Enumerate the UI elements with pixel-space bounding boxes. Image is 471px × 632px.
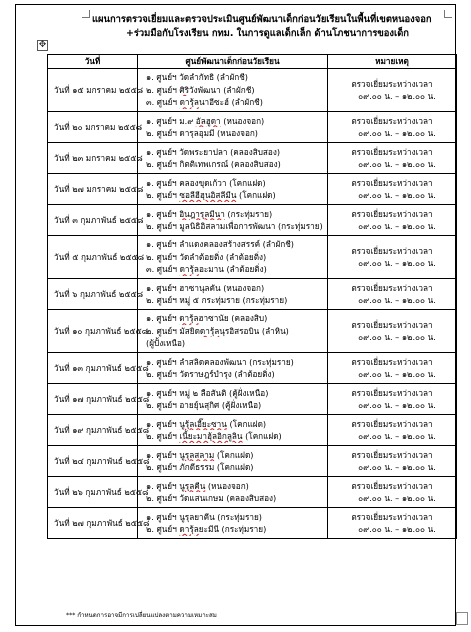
center-item: (ผู้ปั้งเหนือ): [146, 338, 186, 349]
row-centers: [138, 477, 328, 508]
spellcheck-underline: นูรุ้ลเอี๊ยะซาน: [179, 418, 227, 429]
row-date: วันที่ ๒๐ มกราคม ๒๕๕๘: [48, 112, 138, 143]
table-row: [48, 279, 457, 310]
row-date: วันที่ ๒๓ มกราคม ๒๕๕๘: [48, 143, 138, 174]
row-note: [328, 353, 457, 384]
row-centers: [138, 143, 328, 174]
note-visit-label: ตรวจเยี่ยมระหว่างเวลา: [351, 319, 433, 330]
note-visit-label: ตรวจเยี่ยมระหว่างเวลา: [351, 356, 433, 367]
spellcheck-underline: ดารุ้ล: [199, 325, 220, 336]
table-row: [48, 205, 457, 236]
spellcheck-underline: ดารุ้ล: [179, 97, 199, 108]
row-date: วันที่ ๖ กุมภาพันธ์ ๒๕๕๘: [48, 279, 138, 310]
table-row: [48, 174, 457, 205]
note-visit-time: ๐๙.๐๐ น. – ๑๒.๐๐ น.: [358, 462, 436, 472]
center-item: ๒. ศูนย์ฯ วัดลำต้อยติ่ง (ลำต้อยติ่ง): [146, 251, 267, 262]
row-centers: [138, 353, 328, 384]
note-visit-time: ๐๙.๐๐ น. – ๑๒.๐๐ น.: [358, 258, 436, 268]
center-item: ๑. ศูนย์ฯ นูรุลยาคีน (กระทุ่มราย): [146, 511, 263, 522]
table-row: [48, 477, 457, 508]
schedule-table: [47, 54, 457, 539]
note-visit-label: ตรวจเยี่ยมระหว่างเวลา: [351, 418, 433, 429]
row-centers: [138, 279, 328, 310]
row-note: [328, 446, 457, 477]
note-visit-time: ๐๙.๐๐ น. – ๑๒.๐๐ น.: [358, 190, 436, 200]
note-visit-time: ๐๙.๐๐ น. – ๑๒.๐๐ น.: [358, 221, 436, 231]
note-visit-time: ๐๙.๐๐ น. – ๑๒.๐๐ น.: [358, 524, 436, 534]
row-date: วันที่ ๒๔ กุมภาพันธ์ ๒๕๕๘: [48, 446, 138, 477]
center-item: ๑. ศูนย์ฯ อินฎารุลมีนา (กระทุ่มราย): [146, 208, 273, 219]
note-visit-label: ตรวจเยี่ยมระหว่างเวลา: [351, 208, 433, 219]
note-visit-label: ตรวจเยี่ยมระหว่างเวลา: [351, 115, 433, 126]
spellcheck-underline: นูรุลคีน: [179, 480, 206, 491]
row-date: วันที่ ๑๗ กุมภาพันธ์ ๒๕๕๘: [48, 384, 138, 415]
spellcheck-underline: อัลฮูดา: [195, 115, 221, 126]
row-date: วันที่ ๑๕ มกราคม ๒๕๕๘: [48, 69, 138, 112]
row-note: [328, 477, 457, 508]
note-visit-time: ๐๙.๐๐ น. – ๑๒.๐๐ น.: [358, 369, 436, 379]
note-visit-label: ตรวจเยี่ยมระหว่างเวลา: [351, 146, 433, 157]
row-note: [328, 384, 457, 415]
row-centers: [138, 112, 328, 143]
center-item: ๑. ศูนย์ฯ ดารุ้ลฮาซานัย (คลองสิบ): [146, 313, 268, 324]
header-date: วันที่: [48, 55, 138, 69]
row-centers: [138, 384, 328, 415]
row-note: [328, 508, 457, 539]
table-row: [48, 446, 457, 477]
row-date: วันที่ ๓ กุมภาพันธ์ ๒๕๕๘: [48, 205, 138, 236]
center-item: ๒. ศูนย์ฯ วัดราษฎร์บำรุง (ลำต้อยติ่ง): [146, 369, 275, 379]
row-note: [328, 236, 457, 279]
row-centers: [138, 174, 328, 205]
center-item: ๒. ศูนย์ฯ วัดแสนเกษม (คลองสิบสอง): [146, 493, 277, 503]
table-row: [48, 310, 457, 353]
center-item: ๓. ศูนย์ฯ ดารุ้ลนาอีซะฮ์ (ลำผักชี): [146, 97, 263, 108]
note-visit-time: ๐๙.๐๐ น. – ๑๒.๐๐ น.: [358, 91, 436, 101]
spellcheck-underline: ดารุ้ล: [179, 264, 199, 275]
table-row: [48, 143, 457, 174]
center-item: ๒. ศูนย์ฯ ศิริวังพัฒนา (ลำผักชี): [146, 84, 255, 95]
center-item: ๑. ศูนย์ฯ นูรุ้ลเอี๊ยะซาน (โคกแฝด): [146, 418, 267, 429]
row-centers: [138, 236, 328, 279]
row-date: วันที่ ๑๙ กุมภาพันธ์ ๒๕๕๘: [48, 415, 138, 446]
note-visit-time: ๐๙.๐๐ น. – ๑๒.๐๐ น.: [358, 431, 436, 441]
table-row: [48, 415, 457, 446]
row-date: วันที่ ๑๓ กุมภาพันธ์ ๒๕๕๘: [48, 353, 138, 384]
note-visit-label: ตรวจเยี่ยมระหว่างเวลา: [351, 245, 433, 256]
table-row: [48, 508, 457, 539]
row-date: วันที่ ๒๗ กุมภาพันธ์ ๒๕๕๘: [48, 508, 138, 539]
table-row: [48, 236, 457, 279]
spellcheck-underline: ดารุ้ล: [179, 524, 199, 534]
spellcheck-underline: ซอลีฮีฮุนอิสลีมีน: [179, 190, 237, 200]
row-centers: [138, 310, 328, 353]
center-item: ๑. ศูนย์ฯ วัดลำกัทธิ (ลำผักชี): [146, 72, 248, 83]
table-row: [48, 69, 457, 112]
center-item: ๓. ศูนย์ฯ ดารุ้ลอะมาน (ลำต้อยติ่ง): [146, 264, 267, 275]
title-line-1: แผนการตรวจเยี่ยมและตรวจประเมินศูนย์พัฒนาเด็กก่อนวัยเรียนในพื้นที่เขตหนองจอก: [92, 14, 432, 25]
note-visit-label: ตรวจเยี่ยมระหว่างเวลา: [351, 282, 433, 293]
move-icon[interactable]: ✥: [38, 40, 47, 50]
spellcheck-underline: ดารุ้ล: [179, 313, 199, 324]
header-centers: ศูนย์พัฒนาเด็กก่อนวัยเรียน: [138, 55, 328, 69]
row-note: [328, 205, 457, 236]
note-visit-time: ๐๙.๐๐ น. – ๑๒.๐๐ น.: [358, 332, 436, 342]
document-title: [90, 13, 446, 41]
note-visit-time: ๐๙.๐๐ น. – ๑๒.๐๐ น.: [358, 295, 436, 305]
row-centers: [138, 415, 328, 446]
note-visit-label: ตรวจเยี่ยมระหว่างเวลา: [351, 449, 433, 460]
row-date: วันที่ ๒๗ มกราคม ๒๕๕๘: [48, 174, 138, 205]
footnote: *** กำหนดการอาจมีการเปลี่ยนแปลงตามความเหมาะสม: [66, 612, 217, 619]
center-item: ๑. ศูนย์ฯ หมู่ ๒ ลือสันติ (คู้ฝั่งเหนือ): [146, 387, 269, 398]
row-note: [328, 174, 457, 205]
table-header-row: [48, 55, 457, 69]
row-note: [328, 415, 457, 446]
note-visit-label: ตรวจเยี่ยมระหว่างเวลา: [351, 511, 433, 522]
center-item: ๒. ศูนย์ฯ ดารุ้ลยะมีนี (กระทุ่มราย): [146, 524, 267, 534]
note-visit-time: ๐๙.๐๐ น. – ๑๒.๐๐ น.: [358, 159, 436, 169]
row-date: วันที่ ๒๖ กุมภาพันธ์ ๒๕๕๘: [48, 477, 138, 508]
table-row: [48, 112, 457, 143]
center-item: ๒. ศูนย์ฯ เนี้ยะมาฮุ้ลอิกลูลิน (โคกแฝด): [146, 431, 282, 441]
row-date: วันที่ ๑๐ กุมภาพันธ์ ๒๕๕๘: [48, 310, 138, 353]
header-note: หมายเหตุ: [328, 55, 457, 69]
center-item: ๒. ศูนย์ฯ ซอลีฮีฮุนอิสลีมีน (โคกแฝด): [146, 190, 276, 200]
spellcheck-underline: ศิริ: [179, 84, 190, 95]
center-item: ๑. ศูนย์ฯ วัดพระยาปลา (คลองสิบสอง): [146, 146, 281, 157]
note-visit-time: ๐๙.๐๐ น. – ๑๒.๐๐ น.: [358, 128, 436, 138]
center-item: ๑. ศูนย์ฯ ลำสลิดคลองพัฒนา (กระทุ่มราย): [146, 356, 294, 367]
center-item: ๑. ศูนย์ฯ คลองขุดเก้วา (โคกแฝด): [146, 177, 266, 188]
row-centers: [138, 205, 328, 236]
center-item: ๒. ศูนย์ฯ ดารุลอุมมี (หนองจอก): [146, 128, 259, 138]
note-visit-label: ตรวจเยี่ยมระหว่างเวลา: [351, 78, 433, 89]
note-visit-time: ๐๙.๐๐ น. – ๑๒.๐๐ น.: [358, 400, 436, 410]
center-item: ๑. ศูนย์ฯ ม.๙ อัลฮูดา (หนองจอก): [146, 115, 265, 126]
center-item: ๒. ศูนย์ฯ ภักดีธรรม (โคกแฝด): [146, 462, 254, 472]
title-line-2: +ร่วมมือกับโรงเรียน กทม. ในการดูแลเด็กเล็ก ด้านโภชนาการของเด็ก: [126, 28, 409, 39]
spellcheck-underline: เนี้ยะมาฮุ้ลอิกลูลิน: [179, 431, 243, 441]
row-centers: [138, 446, 328, 477]
resize-handle[interactable]: [456, 612, 468, 625]
row-note: [328, 69, 457, 112]
center-item: ๑. ศูนย์ฯ นูรุลสลาม (โคกแฝด): [146, 449, 254, 460]
center-item: ๒. ศูนย์ฯ มูลนิธิอิสลามเพื่อการพัฒนา (กระทุ่มราย): [146, 221, 323, 231]
row-note: [328, 279, 457, 310]
table-row: [48, 384, 457, 415]
margin-corner-mark: [82, 10, 90, 18]
note-visit-label: ตรวจเยี่ยมระหว่างเวลา: [351, 480, 433, 491]
center-item: ๑. ศูนย์ฯ นูรุลคีน (หนองจอก): [146, 480, 249, 491]
row-centers: [138, 508, 328, 539]
center-item: ๒. ศูนย์ฯ อายย์ุนสุกิศ (คู้ฝั่งเหนือ): [146, 400, 262, 410]
center-item: ๒. ศูนย์ฯ มัสยิดดารุ้ลนุรอิสรอบิน (ลำหิน): [146, 325, 289, 336]
spellcheck-underline: นูรุลสลาม: [179, 449, 215, 460]
row-note: [328, 112, 457, 143]
center-item: ๒. ศูนย์ฯ กิตติเทพเกรณ์ (คลองสิบสอง): [146, 159, 281, 169]
note-visit-label: ตรวจเยี่ยมระหว่างเวลา: [351, 177, 433, 188]
row-note: [328, 310, 457, 353]
row-note: [328, 143, 457, 174]
center-item: ๑. ศูนย์ฯ ลำแดงคลองสร้างสรรค์ (ลำผักชี): [146, 239, 294, 250]
row-date: วันที่ ๕ กุมภาพันธ์ ๒๕๕๘: [48, 236, 138, 279]
center-item: ๑. ศูนย์ฯ ฮาซานุลคัน (หนองจอก): [146, 282, 265, 293]
center-item: ๒. ศูนย์ฯ หมู่ ๕ กระทุ่มราย (กระทุ่มราย): [146, 295, 288, 305]
row-centers: [138, 69, 328, 112]
note-visit-label: ตรวจเยี่ยมระหว่างเวลา: [351, 387, 433, 398]
table-row: [48, 353, 457, 384]
spellcheck-underline: อินฎารุลมีนา: [179, 208, 225, 219]
note-visit-time: ๐๙.๐๐ น. – ๑๒.๐๐ น.: [358, 493, 436, 503]
